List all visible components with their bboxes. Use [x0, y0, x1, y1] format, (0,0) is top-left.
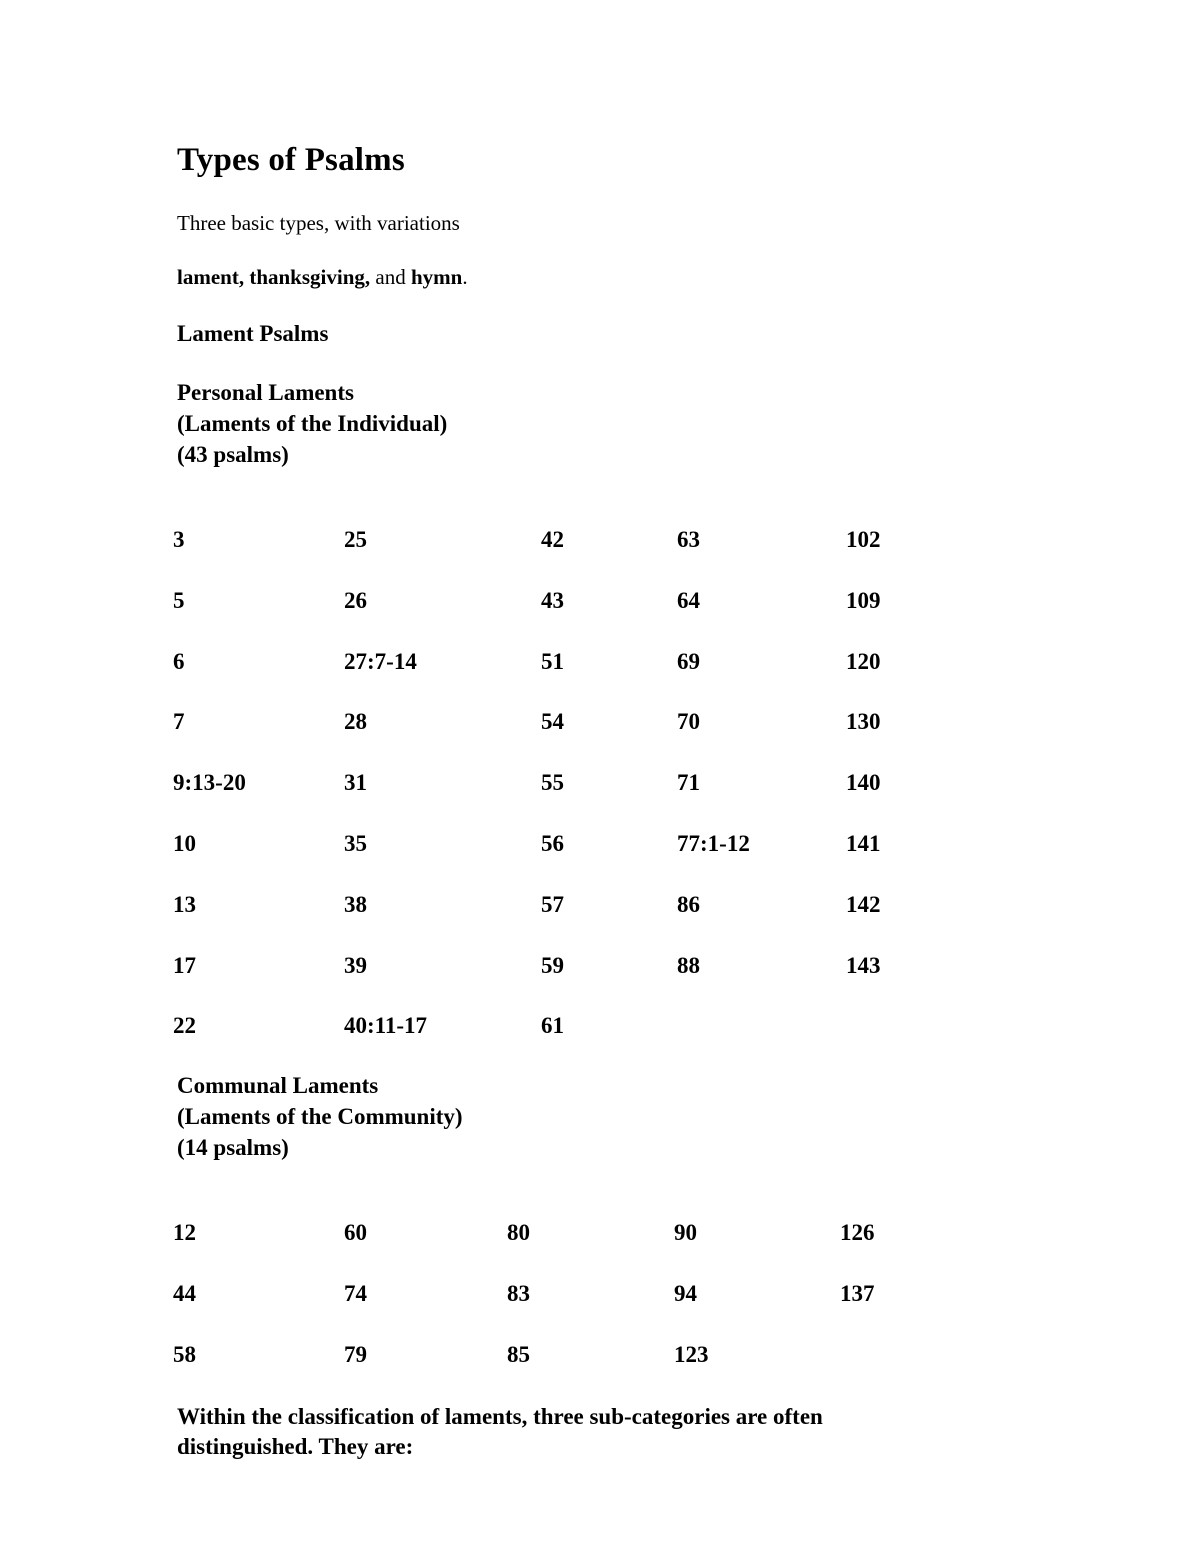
communal-psalm-cell: 123	[674, 1342, 709, 1367]
page-title: Types of Psalms	[177, 142, 405, 178]
personal-psalm-cell: 10	[173, 831, 196, 856]
personal-psalm-cell: 26	[344, 587, 367, 613]
personal-psalm-cell: 40:11-17	[344, 1013, 428, 1039]
personal-psalm-cell: 39	[344, 952, 367, 978]
personal-psalm-cell: 142	[846, 891, 881, 917]
communal-psalm-cell: 80	[507, 1220, 530, 1245]
communal-psalm-cell: 83	[507, 1281, 530, 1306]
type-hymn: hymn	[410, 265, 463, 289]
communal-psalm-cell: 12	[173, 1220, 196, 1245]
personal-psalm-cell: 17	[173, 952, 196, 978]
personal-psalm-cell: 64	[677, 587, 700, 613]
communal-laments-subheading: (Laments of the Community)	[177, 1104, 463, 1129]
personal-psalm-cell: 61	[541, 1013, 564, 1039]
personal-psalm-cell: 140	[846, 770, 881, 796]
personal-laments-subheading: (Laments of the Individual)	[177, 411, 448, 436]
communal-laments-header	[177, 1070, 463, 1163]
communal-psalm-cell: 44	[173, 1281, 196, 1306]
personal-psalm-cell: 70	[677, 709, 700, 735]
communal-psalm-cell: 58	[173, 1342, 196, 1367]
communal-psalm-cell: 74	[344, 1281, 367, 1306]
personal-psalm-cell: 141	[846, 831, 881, 856]
personal-psalm-cell: 143	[846, 952, 881, 978]
personal-psalm-cell: 102	[846, 527, 881, 552]
type-period: .	[462, 265, 468, 289]
communal-psalm-cell: 137	[840, 1281, 875, 1306]
type-and: and	[375, 265, 406, 289]
personal-psalm-cell: 56	[541, 831, 564, 856]
type-lament: lament,	[177, 265, 245, 289]
personal-psalm-cell: 3	[173, 527, 185, 552]
personal-psalm-cell: 28	[344, 709, 367, 735]
personal-psalm-cell: 38	[344, 891, 367, 917]
communal-psalm-cell: 94	[674, 1281, 697, 1306]
communal-laments-heading: Communal Laments	[177, 1073, 379, 1098]
personal-psalm-cell: 43	[541, 587, 564, 613]
subtitle: Three basic types, with variations	[177, 211, 460, 235]
personal-psalm-cell: 69	[677, 648, 700, 674]
personal-laments-count: (43 psalms)	[177, 442, 289, 467]
communal-psalm-cell: 85	[507, 1342, 530, 1367]
personal-laments-header	[177, 377, 447, 470]
personal-psalm-cell: 22	[173, 1013, 196, 1039]
personal-psalm-cell: 31	[344, 770, 367, 796]
personal-psalm-cell: 5	[173, 587, 185, 613]
personal-psalm-cell: 51	[541, 648, 564, 674]
personal-psalm-cell: 35	[344, 831, 367, 856]
personal-psalm-cell: 88	[677, 952, 700, 978]
personal-psalm-cell: 13	[173, 891, 196, 917]
personal-psalm-cell: 86	[677, 891, 700, 917]
personal-psalm-cell: 63	[677, 527, 700, 552]
types-line	[177, 265, 468, 290]
closing-paragraph: Within the classification of laments, three sub-categories are often distinguished. They are:	[177, 1404, 823, 1459]
personal-psalm-cell: 54	[541, 709, 564, 735]
personal-psalm-cell: 9:13-20	[173, 770, 246, 796]
personal-psalm-cell: 71	[677, 770, 700, 796]
communal-psalm-cell: 79	[344, 1342, 367, 1367]
type-thanksgiving: thanksgiving,	[249, 265, 371, 289]
personal-psalm-cell: 59	[541, 952, 564, 978]
personal-psalm-cell: 55	[541, 770, 564, 796]
personal-psalm-cell: 42	[541, 527, 564, 552]
communal-psalm-cell: 90	[674, 1220, 697, 1245]
personal-psalm-cell: 130	[846, 709, 881, 735]
communal-psalm-cell: 60	[344, 1220, 367, 1245]
lament-psalms-heading: Lament Psalms	[177, 321, 329, 346]
personal-laments-heading: Personal Laments	[177, 380, 354, 405]
personal-psalm-cell: 6	[173, 648, 185, 674]
communal-psalm-cell: 126	[840, 1220, 875, 1245]
personal-psalm-cell: 109	[846, 587, 881, 613]
personal-psalm-cell: 77:1-12	[677, 831, 750, 856]
communal-laments-count: (14 psalms)	[177, 1135, 289, 1160]
personal-psalm-cell: 25	[344, 527, 367, 552]
personal-psalm-cell: 27:7-14	[344, 648, 417, 674]
personal-psalm-cell: 57	[541, 891, 564, 917]
personal-psalm-cell: 120	[846, 648, 881, 674]
personal-psalm-cell: 7	[173, 709, 185, 735]
